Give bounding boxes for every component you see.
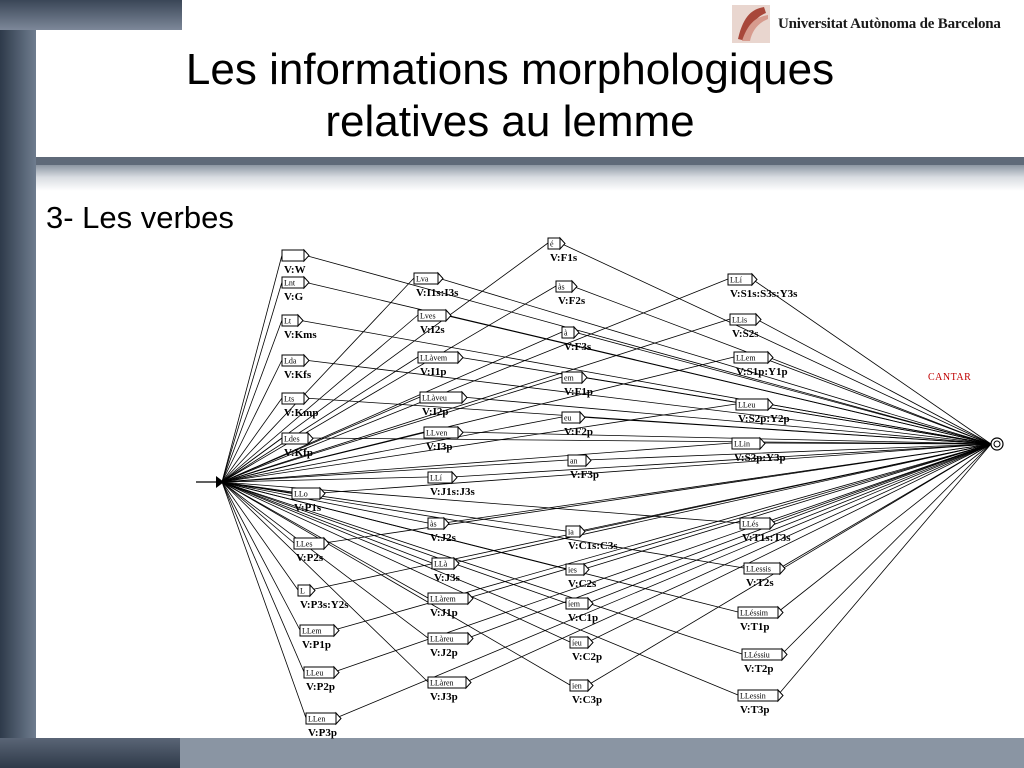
node-output-label: V:S1p:Y1p <box>736 366 788 378</box>
section-heading: 3- Les verbes <box>46 200 234 235</box>
graph-node <box>744 563 785 589</box>
node-output-label: V:P3p <box>308 727 337 739</box>
node-output-label: V:T1s:T3s <box>742 532 791 544</box>
edge-from-start <box>222 320 282 482</box>
graph-node <box>570 680 602 706</box>
graph-nodes <box>282 238 798 739</box>
node-arrow-icon <box>588 680 593 691</box>
node-input-label: LLem <box>302 626 322 636</box>
edge-from-start <box>222 482 566 603</box>
edge-to-end <box>768 404 991 444</box>
node-output-label: V:I2s <box>420 324 445 336</box>
node-input-label: LLen <box>308 714 326 724</box>
node-input-label: L <box>300 586 305 596</box>
edge-to-end <box>444 444 991 523</box>
edge-from-start <box>222 377 562 482</box>
edge-to-end <box>588 444 991 685</box>
graph-node <box>428 677 471 703</box>
node-arrow-icon <box>756 314 761 325</box>
node-input-label: LLis <box>732 315 748 325</box>
edge-to-end <box>304 255 991 444</box>
node-arrow-icon <box>334 667 339 678</box>
title-line-2: relatives au lemme <box>325 97 695 146</box>
graph-node <box>566 564 597 590</box>
node-input-label: íem <box>568 599 580 609</box>
graph-node <box>418 352 463 378</box>
node-arrow-icon <box>582 372 587 383</box>
graph-node <box>556 281 586 307</box>
node-arrow-icon <box>572 281 577 292</box>
node-input-label: LLessin <box>740 691 766 701</box>
node-input-label: LLí <box>430 473 442 483</box>
node-output-label: V:Kms <box>284 329 317 341</box>
edge-to-end <box>320 444 991 493</box>
university-name: Universitat Autònoma de Barcelona <box>778 15 1001 32</box>
node-input-label: LLes <box>296 539 313 549</box>
node-arrow-icon <box>438 273 443 284</box>
node-output-label: V:T2p <box>744 663 774 675</box>
node-output-label: V:F3s <box>564 341 592 353</box>
node-input-label: LLàren <box>430 678 454 688</box>
node-input-label: LLem <box>736 353 756 363</box>
graph-node <box>418 310 451 336</box>
node-input-label: LLeu <box>738 400 756 410</box>
node-output-label: V:I3p <box>426 441 453 453</box>
node-arrow-icon <box>584 564 589 575</box>
node-output-label: V:P2p <box>306 681 335 693</box>
edge-from-start <box>222 482 432 563</box>
node-arrow-icon <box>586 455 591 466</box>
node-output-label: V:T3p <box>740 704 770 716</box>
graph-node <box>562 412 593 438</box>
node-input-label: Lva <box>416 274 429 284</box>
graph-node <box>282 393 318 419</box>
node-arrow-icon <box>760 438 765 449</box>
node-output-label: V:C2s <box>568 578 597 590</box>
node-output-label: V:T1p <box>740 621 770 633</box>
graph-node <box>414 273 459 299</box>
node-arrow-icon <box>780 563 785 574</box>
edge-to-end <box>446 315 991 444</box>
node-output-label: V:S2p:Y2p <box>738 413 790 425</box>
graph-node <box>566 598 598 624</box>
final-state-inner-icon <box>994 441 1000 447</box>
node-output-label: V:J2p <box>430 647 458 659</box>
node-arrow-icon <box>458 352 463 363</box>
node-input-label: em <box>564 373 574 383</box>
node-output-label: V:Kfp <box>284 447 313 459</box>
node-arrow-icon <box>466 677 471 688</box>
node-input-label: LLeu <box>306 668 324 678</box>
edge-from-start <box>222 482 428 638</box>
edge-to-end <box>584 444 991 569</box>
graph-node <box>282 250 309 276</box>
node-input-label: LLven <box>426 428 448 438</box>
graph-node <box>294 538 329 564</box>
node-input-label: é <box>550 239 554 249</box>
edge-from-start <box>222 482 428 523</box>
graph-node <box>300 625 339 651</box>
node-arrow-icon <box>334 625 339 636</box>
graph-node <box>570 637 602 663</box>
node-input-label: íeu <box>572 638 582 648</box>
node-output-label: V:G <box>284 291 304 303</box>
node-output-label: V:P1p <box>302 639 331 651</box>
node-input-label: Lnt <box>284 278 296 288</box>
graph-node <box>428 633 473 659</box>
graph-node <box>738 607 783 633</box>
edge-to-end <box>582 377 991 444</box>
graph-node <box>282 433 313 459</box>
edge-to-end <box>588 444 991 603</box>
graph-node <box>420 392 467 418</box>
node-output-label: V:J1s:J3s <box>430 486 475 498</box>
node-output-label: V:C1s:C3s <box>568 540 618 552</box>
node-output-label: V:T2s <box>746 577 774 589</box>
node-input-label: Lves <box>420 311 436 321</box>
node-output-label: V:Kfs <box>284 369 312 381</box>
edge-from-start <box>222 243 548 482</box>
graph-node <box>742 649 787 675</box>
node-arrow-icon <box>782 649 787 660</box>
node-arrow-icon <box>304 250 309 261</box>
node-input-label: an <box>570 456 578 466</box>
node-input-label: LLés <box>742 519 759 529</box>
edge-from-start <box>222 482 566 531</box>
node-output-label: V:C2p <box>572 651 603 663</box>
graph-node <box>282 355 312 381</box>
node-input-label: ies <box>568 565 577 575</box>
node-output-label: V:F1s <box>550 252 578 264</box>
node-arrow-icon <box>324 538 329 549</box>
node-arrow-icon <box>588 637 593 648</box>
node-input-label: LLin <box>734 439 750 449</box>
node-input-label: às <box>558 282 565 292</box>
edge-from-start <box>222 360 282 482</box>
node-input-label: LLéssiu <box>744 650 770 660</box>
node-output-label: V:F2s <box>558 295 586 307</box>
node-input-label: às <box>430 519 437 529</box>
node-input-label: LLàvem <box>420 353 448 363</box>
node-output-label: V:I1s:I3s <box>416 287 459 299</box>
node-output-label: V:S3p:Y3p <box>734 452 786 464</box>
node-input-label: Lda <box>284 356 297 366</box>
node-output-label: V:F2p <box>564 426 593 438</box>
node-output-label: V:P1s <box>294 502 322 514</box>
edge-to-end <box>308 438 991 444</box>
graph-node <box>736 399 790 425</box>
node-arrow-icon <box>462 392 467 403</box>
node-arrow-icon <box>468 633 473 644</box>
node-arrow-icon <box>574 327 579 338</box>
node-input-label: ien <box>572 681 582 691</box>
node-arrow-icon <box>304 355 309 366</box>
title-line-1: Les informations morphologiques <box>185 45 835 94</box>
graph-node <box>282 277 309 303</box>
node-output-label: V:J3p <box>430 691 458 703</box>
node-arrow-icon <box>452 472 457 483</box>
graph-node <box>306 713 341 739</box>
node-output-label: V:I2p <box>422 406 449 418</box>
node-input-label: LLàreu <box>430 634 454 644</box>
node-input-label: LLàveu <box>422 393 447 403</box>
node-input-label: à <box>564 328 568 338</box>
node-arrow-icon <box>580 412 585 423</box>
node-output-label: V:J3s <box>434 572 460 584</box>
graph-edges <box>222 243 991 718</box>
node-input-label: LLí <box>730 275 742 285</box>
node-output-label: V:I1p <box>420 366 447 378</box>
node-input-label: Ldes <box>284 434 300 444</box>
node-arrow-icon <box>446 310 451 321</box>
graph-node <box>304 667 339 693</box>
edge-from-start <box>222 255 282 482</box>
node-arrow-icon <box>468 593 473 604</box>
graph-node <box>738 690 783 716</box>
node-output-label: V:F1p <box>564 386 593 398</box>
initial-state <box>196 476 224 488</box>
node-arrow-icon <box>588 598 593 609</box>
node-output-label: V:P3s:Y2s <box>300 599 349 611</box>
node-arrow-icon <box>336 713 341 724</box>
node-output-label: V:J1p <box>430 607 458 619</box>
node-box <box>282 250 304 261</box>
edge-to-end <box>782 444 991 654</box>
node-output-label: V:S2s <box>732 328 759 340</box>
node-output-label: V:P2s <box>296 552 324 564</box>
node-input-label: LLàrem <box>430 594 456 604</box>
node-input-label: ia <box>568 527 574 537</box>
node-input-label: LLessis <box>746 564 771 574</box>
node-arrow-icon <box>560 238 565 249</box>
edge-from-start <box>222 482 428 682</box>
graph-node <box>562 372 593 398</box>
graph-node <box>548 238 578 264</box>
edge-to-end <box>468 444 991 598</box>
edge-to-end <box>468 444 991 638</box>
node-output-label: V:S1s:S3s:Y3s <box>730 288 798 300</box>
graph-node <box>282 315 317 341</box>
node-input-label: LLà <box>434 559 448 569</box>
node-arrow-icon <box>304 277 309 288</box>
graph-node <box>432 558 461 584</box>
graph-node <box>734 352 788 378</box>
node-input-label: eu <box>564 413 572 423</box>
edge-from-start <box>222 482 570 642</box>
node-arrow-icon <box>310 585 315 596</box>
node-arrow-icon <box>752 274 757 285</box>
node-output-label: V:J2s <box>430 532 456 544</box>
graph-node <box>730 314 761 340</box>
node-output-label: V:C3p <box>572 694 603 706</box>
node-input-label: LLéssim <box>740 608 768 618</box>
node-arrow-icon <box>580 526 585 537</box>
node-arrow-icon <box>298 315 303 326</box>
lemma-label: CANTAR <box>928 372 972 383</box>
node-output-label: V:W <box>284 264 306 276</box>
node-output-label: V:F3p <box>570 469 599 481</box>
edge-to-end <box>778 444 991 612</box>
node-input-label: Lt <box>284 316 292 326</box>
node-arrow-icon <box>304 393 309 404</box>
final-state <box>991 438 1003 450</box>
node-output-label: V:C1p <box>568 612 599 624</box>
node-output-label: V:Kmp <box>284 407 319 419</box>
node-input-label: Lts <box>284 394 295 404</box>
node-input-label: LLo <box>294 489 308 499</box>
